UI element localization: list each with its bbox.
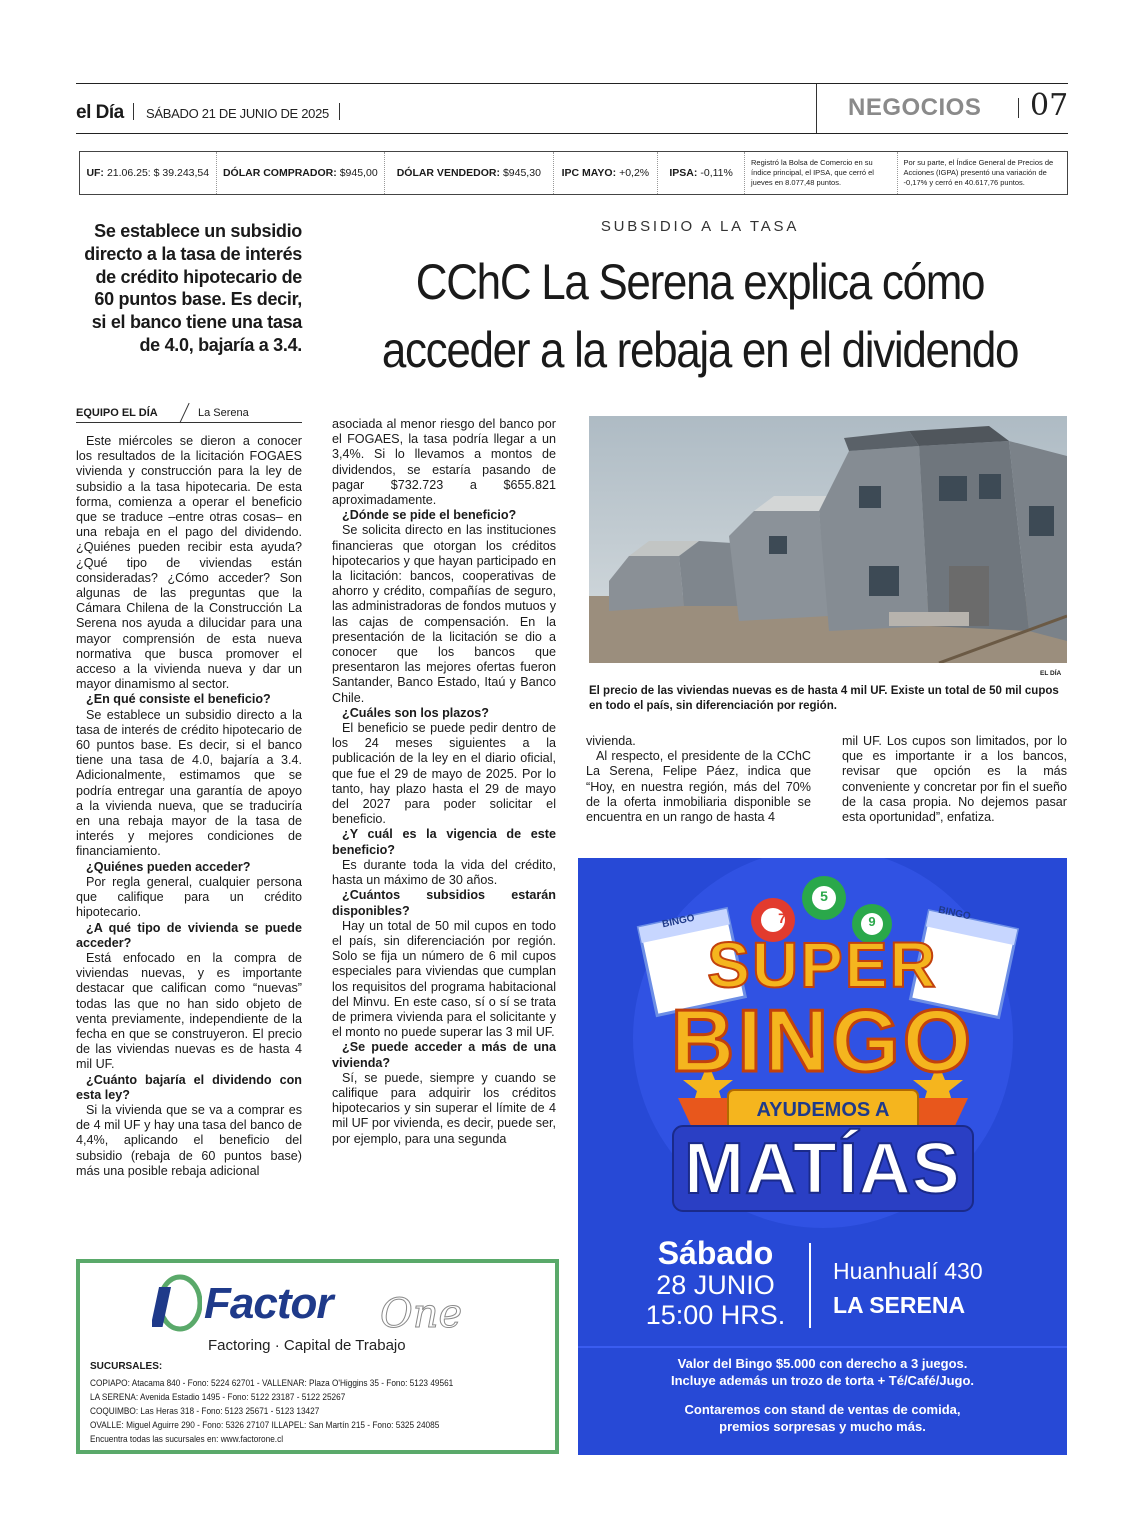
location: La Serena [198, 407, 249, 419]
author: EQUIPO EL DÍA [76, 407, 158, 419]
sucursal-line: COQUIMBO: Las Heras 318 - Fono: 5123 25671 - 5123 13427 [90, 1405, 320, 1416]
subheading: ¿A qué tipo de vivienda se puede acceder? [76, 920, 302, 950]
super-bingo-ad[interactable] [578, 858, 1067, 1455]
beneficiary-name: MATÍAS [684, 1129, 961, 1209]
subheading: ¿Cuánto bajaría el dividendo con esta ley? [76, 1072, 302, 1102]
paragraph: Hay un total de 50 mil cupos en todo el país, sin diferenciación por región. Solo se fija un número de 6 mil cupos especiales para viviendas que cumplan los requisitos del programa habitacional del Minvu. En este caso, sí o sí se trata de primera vivienda para el solicitante y el monto no puede superar las 3 mil UF. [332, 918, 556, 1040]
factor-one-logo-icon [152, 1273, 202, 1333]
section-title: NEGOCIOS [848, 94, 982, 121]
paragraph: mil UF. Los cupos son limitados, por lo que es importante ir a los bancos, revisar que opción es la más conveniente y concretar por fin el sueño de la casa propia. No dejemos pasar esta oportunidad”, enfatiza. [842, 734, 1067, 825]
event-datetime [628, 1236, 803, 1330]
issue-date: SÁBADO 21 DE JUNIO DE 2025 [146, 106, 329, 121]
igpa-note: Por su parte, el Índice General de Precios de Acciones (IGPA) presentó una variación de -0,17% y cerró en 40.617,76 puntos. [903, 158, 1054, 187]
section-divider [816, 84, 817, 133]
bingo-ball: 5 [820, 888, 828, 904]
sucursal-line: LA SERENA: Avenida Estadio 1495 - Fono: 5122 23187 - 5122 25267 [90, 1391, 346, 1402]
headline-line-1: CChC La Serena explica cómo [415, 254, 985, 310]
sucursales-list [90, 1376, 453, 1446]
photo-caption: El precio de las viviendas nuevas es de hasta 4 mil UF. Existe un total de 50 mil cupos en todo el país, sin diferenciación por región. [589, 685, 1059, 712]
sucursal-line: OVALLE: Miguel Aguirre 290 - Fono: 5326 27107 ILLAPEL: San Martín 215 - Fono: 5325 24085 [90, 1419, 440, 1430]
paragraph: Es durante toda la vida del crédito, hasta un máximo de 30 años. [332, 857, 556, 888]
event-time: 15:00 HRS. [645, 1300, 786, 1330]
factor-one-logo: Factor [204, 1279, 333, 1328]
header-divider [133, 103, 134, 120]
bingo-title: BINGO [670, 991, 975, 1090]
info-line: Valor del Bingo $5.000 con derecho a 3 juegos. [677, 1356, 968, 1371]
factor-one-ad[interactable] [76, 1259, 559, 1454]
paragraph: vivienda. [586, 734, 636, 748]
ipc-indicator: IPC MAYO: +0,2% [554, 152, 659, 194]
paragraph: Se establece un subsidio directo a la tasa de interés de crédito hipotecario de 60 puntos base. Es decir, si el banco tiene una tasa de 4.0, bajaría a 3.4. Adicionalmente, estimamos que se podría entregar una garantía de apoyo a la vivienda nueva, que se traduciría en una rebaja mayor de la tasa de interés y mejores condiciones de financiamiento. [76, 707, 302, 859]
brand-logo: el Día [76, 102, 124, 123]
subheading: ¿Quiénes pueden acceder? [86, 859, 251, 874]
paragraph: Al respecto, el presidente de la CChC La Serena, Felipe Páez, indica que “Hoy, en nuestra región, más del 70% de la oferta inmobiliaria disponible se encuentra en un rango de hasta 4 [586, 749, 811, 825]
info-line: Contaremos con stand de ventas de comida, [684, 1402, 961, 1417]
event-location [833, 1254, 983, 1322]
event-info [578, 1355, 1067, 1435]
factor-one-logo-suffix: One [380, 1291, 463, 1337]
article-kicker: SUBSIDIO A LA TASA [600, 218, 800, 235]
subheading: ¿Y cuál es la vigencia de este beneficio? [332, 827, 556, 857]
paragraph: Este miércoles se dieron a conocer los resultados de la licitación FOGAES vivienda y construcción para la ley de subsidio a la tasa hipotecaria. De esta forma, comienza a operar el beneficio que se traduce –entre otras cosas– en una rebaja en el pago del dividendo. ¿Quiénes pueden recibir esta ayuda? ¿Qué tipo de viviendas están consideradas? ¿Cómo acceder? Son algunas de las preguntas que la Cámara Chilena de la Construcción La Serena nos ayuda a dilucidar para una mayor comprensión de esta nueva normativa que busca promover el acceso a la vivienda nueva y dar un mayor dinamismo al sector. [76, 434, 302, 692]
header-divider [339, 103, 340, 120]
byline-slash [179, 403, 189, 423]
header-top-rule [76, 83, 1068, 84]
dolar-vendedor-indicator: DÓLAR VENDEDOR: $945,30 [385, 152, 553, 194]
photo-credit: EL DÍA [1040, 670, 1062, 677]
ribbon-text: AYUDEMOS A [756, 1099, 890, 1121]
event-city: LA SERENA [833, 1292, 966, 1318]
sucursal-website[interactable]: Encuentra todas las sucursales en: www.factorone.cl [90, 1433, 284, 1444]
article-headline [366, 248, 1035, 384]
bingo-ball: 9 [868, 914, 876, 929]
event-address: Huanhualí 430 [833, 1258, 983, 1284]
article-column-1 [76, 434, 302, 1179]
event-day: Sábado [657, 1235, 774, 1271]
dolar-comprador-indicator: DÓLAR COMPRADOR: $945,00 [217, 152, 385, 194]
article-column-4 [842, 734, 1067, 825]
bingo-card-label: BINGO [661, 912, 696, 931]
paragraph: Se solicita directo en las instituciones financieras que otorgan los créditos hipotecarios y que hayan participado en la licitación: bancos, cooperativas de ahorro y crédito, compañías de seguro, las administradoras de fondos mutuos y las cajas de compensación. En la presentación de la licitación se dio a conocer que los bancos que presentaron las mejores ofertas fueron Santander, Banco Estado, Itaú y Banco Chile. [332, 523, 556, 705]
ipsa-indicator: IPSA: -0,11% [658, 152, 745, 194]
article-photo [589, 416, 1067, 663]
paragraph: asociada al menor riesgo del banco por el FOGAES, la tasa podría llegar a un 3,4%. Si lo llevamos a montos de dividendos, se estaría pasando de pagar $732.723 a $655.821 aproximadamente. [332, 417, 556, 508]
bingo-card-label: BINGO [937, 904, 972, 923]
uf-indicator: UF: 21.06.25: $ 39.243,54 [80, 152, 217, 194]
event-date: 28 JUNIO [656, 1270, 775, 1300]
paragraph: Sí, se puede, siempre y cuando se califique para adquirir los créditos hipotecarios y sin superar el límite de 4 mil UF por vivienda, es decir, puede ser, por ejemplo, para una segunda [332, 1070, 556, 1146]
section-divider [1018, 98, 1019, 118]
article-column-3 [586, 734, 811, 825]
super-title: SUPER [707, 929, 938, 1001]
subheading: ¿Dónde se pide el beneficio? [342, 508, 517, 523]
subheading: ¿Cuáles son los plazos? [342, 705, 489, 720]
ipsa-note: Registró la Bolsa de Comercio en su índice principal, el IPSA, que cerró el jueves en 8.077,48 puntos. [745, 152, 898, 194]
headline-line-2: acceder a la rebaja en el dividendo [381, 322, 1019, 378]
article-column-2 [332, 417, 556, 1147]
sucursal-line: COPIAPO: Atacama 840 - Fono: 5224 62701 - VALLENAR: Plaza O'Higgins 35 - Fono: 5123 49561 [90, 1377, 454, 1388]
subheading: ¿Cuántos subsidios estarán disponibles? [332, 888, 556, 918]
byline [76, 404, 302, 423]
article-lead: Se establece un subsidio directo a la tasa de interés de crédito hipotecario de 60 puntos base. Es decir, si el banco tiene una tasa de 4.0, bajaría a 3.4. [84, 221, 302, 355]
info-line: Incluye además un trozo de torta + Té/Café/Jugo. [670, 1373, 975, 1388]
paragraph: Por regla general, cualquier persona que califique para un crédito hipotecario. [76, 874, 302, 920]
bingo-ball: 7 [778, 910, 786, 926]
header-bottom-rule [76, 133, 1068, 134]
paragraph: El beneficio se puede pedir dentro de los 24 meses siguientes a la publicación de la ley en el diario oficial, que fue el 29 de mayo de 2025. Por lo tanto, hay plazo hasta el 29 de mayo del 2027 para poder solicitar el beneficio. [332, 721, 556, 827]
info-line: premios sorpresas y mucho más. [719, 1419, 926, 1434]
page-number: 07 [1030, 88, 1069, 123]
factor-one-tagline: Factoring · Capital de Trabajo [208, 1337, 406, 1354]
market-indicators [79, 151, 1068, 195]
subheading: ¿Se puede acceder a más de una vivienda? [332, 1040, 556, 1070]
paragraph: Está enfocado en la compra de viviendas nuevas, y es importante destacar que califican como “nuevas” todas las que no han sido objeto de venta previamente, independiente de la fecha en que se construyeron. El precio de las viviendas nuevas es de hasta 4 mil UF. [76, 950, 302, 1072]
paragraph: Si la vivienda que se va a comprar es de 4 mil UF y hay una tasa del banco de 4,4%, aplicando el beneficio del subsidio (rebaja de 60 puntos base) más una posible rebaja adicional [76, 1102, 302, 1178]
sucursales-title: SUCURSALES: [90, 1361, 163, 1372]
subheading: ¿En qué consiste el beneficio? [86, 692, 271, 707]
